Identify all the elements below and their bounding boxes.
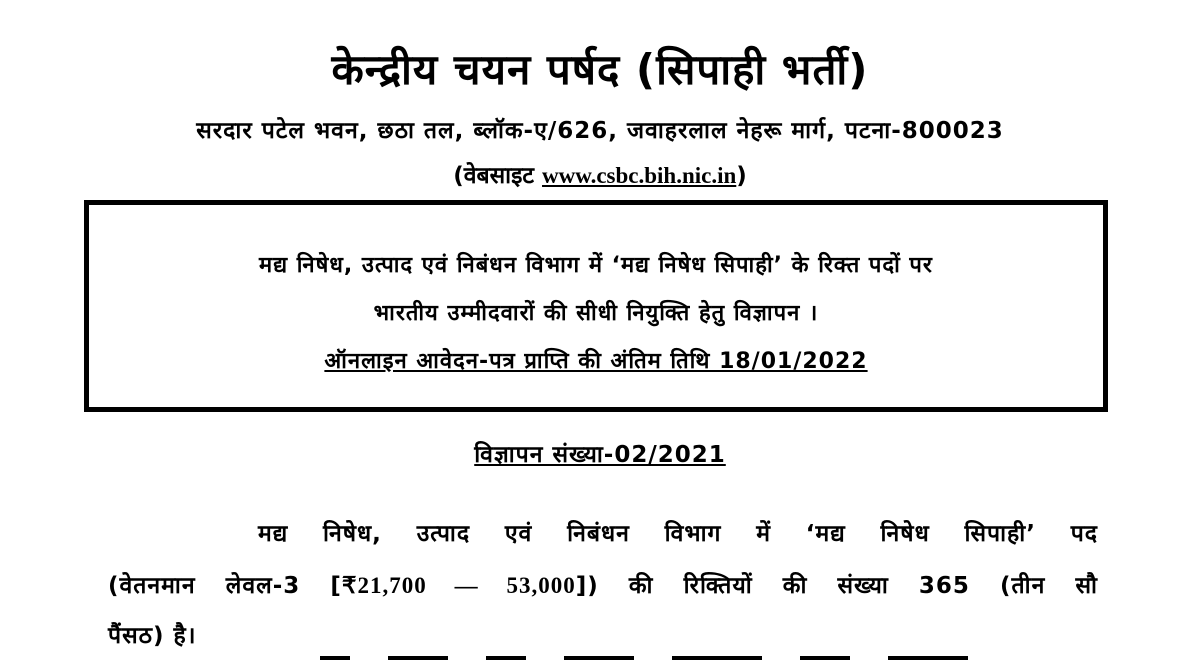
application-deadline: ऑनलाइन आवेदन-पत्र प्राप्ति की अंतिम तिथि 18/01/2022 [324,349,868,374]
cropped-next-line [320,656,1080,670]
website-prefix: (वेबसाइट [453,163,535,189]
website-link[interactable]: www.csbc.bih.nic.in [542,163,737,188]
page-title: केन्द्रीय चयन पर्षद (सिपाही भर्ती) [331,45,869,94]
notice-box [84,200,1108,412]
website-line [0,158,1200,190]
body-paragraph-line-2 [108,568,1098,600]
body-paragraph-line-1: मद्य निषेध, उत्पाद एवं निबंधन विभाग में ‘मद्य निषेध सिपाही’ पद [258,521,1098,547]
notice-line-1: मद्य निषेध, उत्पाद एवं निबंधन विभाग में ‘मद्य निषेध सिपाही’ के रिक्त पदों पर [259,253,933,278]
notice-line-2: भारतीय उम्मीदवारों की सीधी नियुक्ति हेतु विज्ञापन । [373,301,819,326]
advertisement-number: विज्ञापन संख्या-02/2021 [474,442,726,468]
office-address: सरदार पटेल भवन, छठा तल, ब्लॉक-ए/626, जवाहरलाल नेहरू मार्ग, पटना-800023 [196,118,1004,144]
body-paragraph-line-3: पैंसठ) है। [108,623,197,649]
pay-level-label: (वेतनमान लेवल-3 [ [108,573,342,599]
website-suffix: ) [736,163,747,189]
vacancy-count-text: ]) की रिक्तियों की संख्या 365 (तीन सौ [575,573,1098,599]
pay-scale: ₹21,700 — 53,000 [341,573,576,598]
